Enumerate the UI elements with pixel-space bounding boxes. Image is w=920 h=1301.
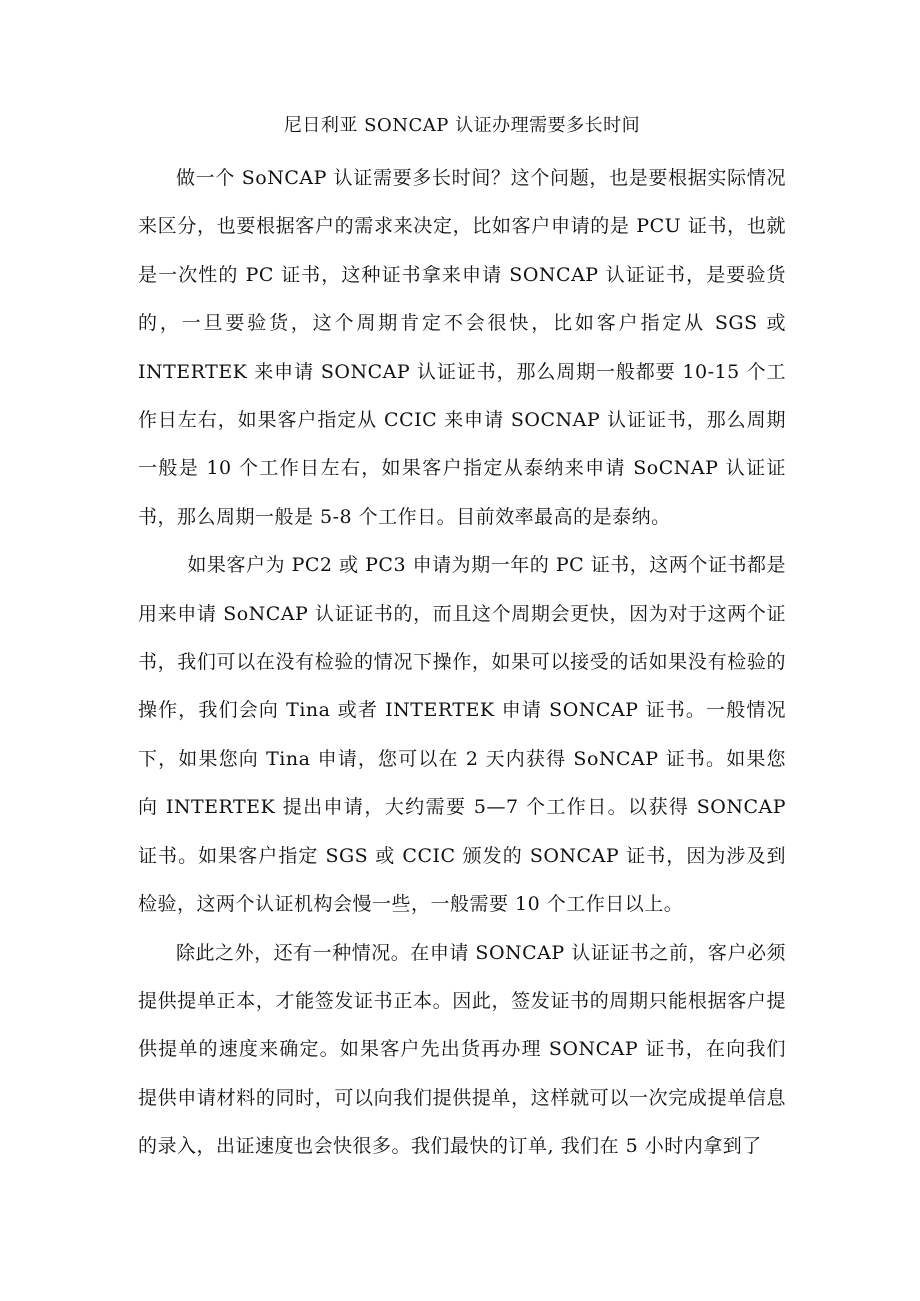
document-page	[138, 112, 786, 1171]
paragraph-1: 做一个 SoNCAP 认证需要多长时间？这个问题，也是要根据实际情况来区分，也要根据客户的需求来决定，比如客户申请的是 PCU 证书，也就是一次性的 PC 证书，这种证书拿来申请 SONCAP 认证证书，是要验货的，一旦要验货，这个周期肯定不会很快，比如客户指定从 SGS 或 INTERTEK 来申请 SONCAP 认证证书，那么周期一般都要 10-15 个工作日左右，如果客户指定从 CCIC 来申请 SOCNAP 认证证书，那么周期一般是 10 个工作日左右，如果客户指定从泰纳来申请 SoCNAP 认证证书，那么周期一般是 5-8 个工作日。目前效率最高的是泰纳。	[138, 167, 786, 528]
paragraph-2: 如果客户为 PC2 或 PC3 申请为期一年的 PC 证书，这两个证书都是用来申请 SoNCAP 认证证书的，而且这个周期会更快，因为对于这两个证书，我们可以在没有检验的情况下操作，如果可以接受的话如果没有检验的操作，我们会向 Tina 或者 INTERTEK 申请 SONCAP 证书。一般情况下，如果您向 Tina 申请，您可以在 2 天内获得 SoNCAP 证书。如果您向 INTERTEK 提出申请，大约需要 5—7 个工作日。以获得 SONCAP 证书。如果客户指定 SGS 或 CCIC 颁发的 SONCAP 证书，因为涉及到检验，这两个认证机构会慢一些，一般需要 10 个工作日以上。	[138, 554, 786, 916]
document-title: 尼日利亚 SONCAP 认证办理需要多长时间	[283, 115, 641, 136]
paragraph-3: 除此之外，还有一种情况。在申请 SONCAP 认证证书之前，客户必须提供提单正本，才能签发证书正本。因此，签发证书的周期只能根据客户提供提单的速度来确定。如果客户先出货再办理 SONCAP 证书，在向我们提供申请材料的同时，可以向我们提供提单，这样就可以一次完成提单信息的录入，出证速度也会快很多。我们最快的订单, 我们在 5 小时内拿到了	[138, 941, 786, 1158]
